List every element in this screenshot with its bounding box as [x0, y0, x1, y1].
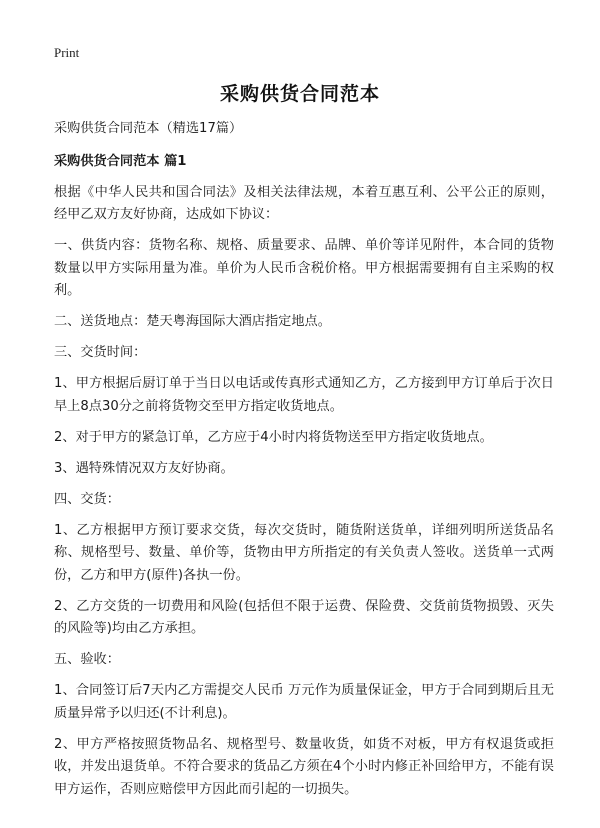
paragraph-delivery-location: 二、送货地点：楚天粤海国际大酒店指定地点。 [54, 314, 331, 329]
paragraph-acceptance-heading: 五、验收： [54, 652, 120, 667]
document-title: 采购供货合同范本 [219, 83, 380, 105]
paragraph-supply-content: 一、供货内容：货物名称、规格、质量要求、品牌、单价等详见附件，本合同的货物数量以甲方实际用量为准。单价为人民币含税价格。甲方根据需要拥有自主采购的权利。 [54, 238, 554, 298]
print-link[interactable]: Print [54, 45, 80, 60]
paragraph-delivery-time-2: 2、对于甲方的紧急订单，乙方应于4小时内将货物送至甲方指定收货地点。 [54, 429, 493, 445]
document-body [54, 118, 554, 810]
document-subtitle: 采购供货合同范本（精选17篇） [54, 121, 243, 136]
paragraph-handover-1: 1、乙方根据甲方预订要求交货，每次交货时，随货附送货单，详细列明所送货品名称、规格型号、数量、单价等，货物由甲方所指定的有关负责人签收。送货单一式两份，乙方和甲方(原件)各执一份。 [54, 522, 554, 583]
paragraph-intro: 根据《中华人民共和国合同法》及相关法律法规，本着互惠互利、公平公正的原则，经甲乙双方友好协商，达成如下协议： [54, 184, 554, 222]
paragraph-delivery-time-1: 1、甲方根据后厨订单于当日以电话或传真形式通知乙方，乙方接到甲方订单后于次日早上8点30分之前将货物交至甲方指定收货地点。 [54, 376, 554, 414]
paragraph-acceptance-2: 2、甲方严格按照货物品名、规格型号、数量收货，如货不对板，甲方有权退货或拒收，并发出退货单。不符合要求的货品乙方须在4个小时内修正补回给甲方，不能有误甲方运作，否则应赔偿甲方因此而引起的一切损失。 [54, 736, 554, 797]
paragraph-handover-2: 2、乙方交货的一切费用和风险(包括但不限于运费、保险费、交货前货物损毁、灭失的风险等)均由乙方承担。 [54, 598, 554, 636]
paragraph-delivery-time-3: 3、遇特殊情况双方友好协商。 [54, 460, 234, 476]
paragraph-handover-heading: 四、交货： [54, 491, 120, 507]
paragraph-delivery-time-heading: 三、交货时间： [54, 345, 147, 360]
section-heading: 采购供货合同范本 篇1 [54, 153, 187, 169]
paragraph-acceptance-1: 1、合同签订后7天内乙方需提交人民币 万元作为质量保证金，甲方于合同到期后且无质量异常予以归还(不计利息)。 [54, 683, 554, 721]
